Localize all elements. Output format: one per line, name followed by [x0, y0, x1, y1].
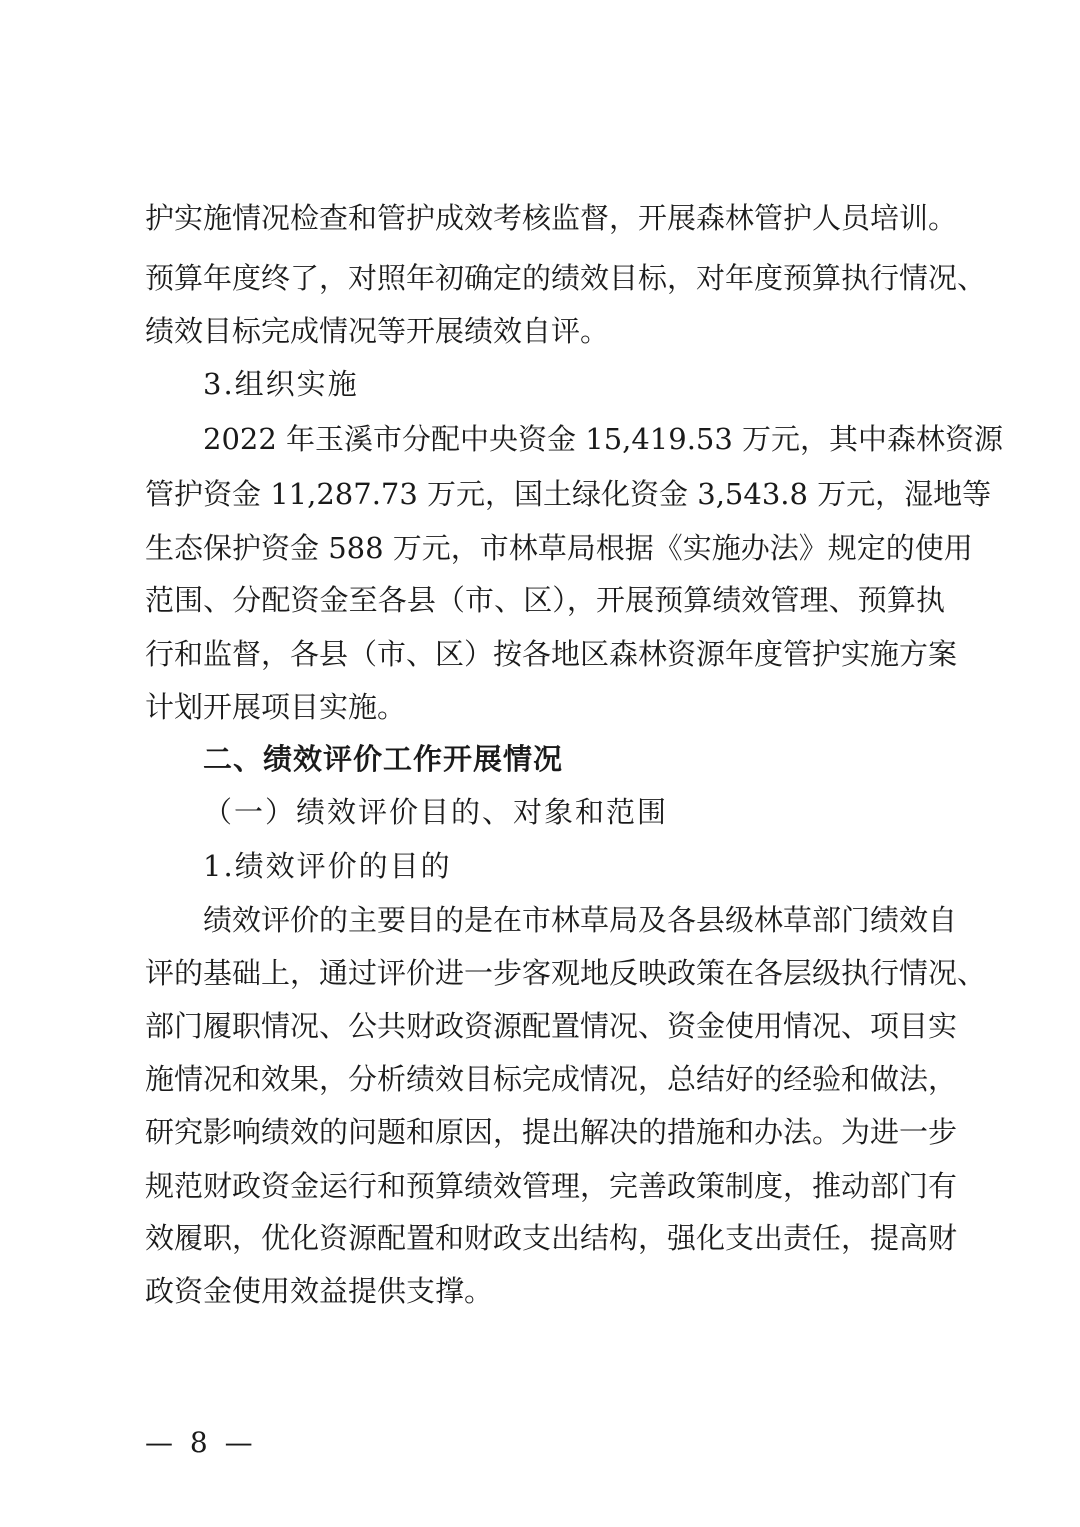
- paragraph-3-line-7: 效履职，优化资源配置和财政支出结构，强化支出责任，提高财: [145, 1221, 958, 1255]
- paragraph-2-line-5: 行和监督，各县（市、区）按各地区森林资源年度管护实施方案: [145, 637, 958, 671]
- paragraph-1-line-1: 护实施情况检查和管护成效考核监督，开展森林管护人员培训。: [145, 201, 958, 235]
- subsection-heading: （一）绩效评价目的、对象和范围: [203, 795, 669, 829]
- paragraph-1-line-2: 预算年度终了，对照年初确定的绩效目标，对年度预算执行情况、: [145, 261, 987, 295]
- paragraph-3-line-5: 研究影响绩效的问题和原因，提出解决的措施和办法。为进一步: [145, 1115, 958, 1149]
- page-number: — 8 —: [145, 1426, 257, 1459]
- subheading-organization: 3.组织实施: [203, 367, 359, 401]
- paragraph-2-line-3: 生态保护资金 588 万元，市林草局根据《实施办法》规定的使用: [145, 531, 973, 565]
- paragraph-2-line-1: 2022 年玉溪市分配中央资金 15,419.53 万元，其中森林资源: [203, 422, 1004, 456]
- paragraph-3-line-4: 施情况和效果，分析绩效目标完成情况，总结好的经验和做法，: [145, 1062, 958, 1096]
- paragraph-2-line-4: 范围、分配资金至各县（市、区），开展预算绩效管理、预算执: [145, 583, 945, 617]
- paragraph-3-line-8: 政资金使用效益提供支撑。: [145, 1274, 494, 1308]
- paragraph-2-line-6: 计划开展项目实施。: [145, 690, 407, 724]
- section-heading: 二、绩效评价工作开展情况: [203, 742, 564, 776]
- paragraph-2-line-2: 管护资金 11,287.73 万元，国土绿化资金 3,543.8 万元，湿地等: [145, 477, 992, 511]
- paragraph-3-line-2: 评的基础上，通过评价进一步客观地反映政策在各层级执行情况、: [145, 956, 987, 990]
- paragraph-3-line-1: 绩效评价的主要目的是在市林草局及各县级林草部门绩效自: [203, 903, 958, 937]
- paragraph-1-line-3: 绩效目标完成情况等开展绩效自评。: [145, 314, 610, 348]
- subheading-purpose: 1.绩效评价的目的: [203, 849, 452, 883]
- paragraph-3-line-6: 规范财政资金运行和预算绩效管理，完善政策制度，推动部门有: [145, 1169, 958, 1203]
- paragraph-3-line-3: 部门履职情况、公共财政资源配置情况、资金使用情况、项目实: [145, 1009, 958, 1043]
